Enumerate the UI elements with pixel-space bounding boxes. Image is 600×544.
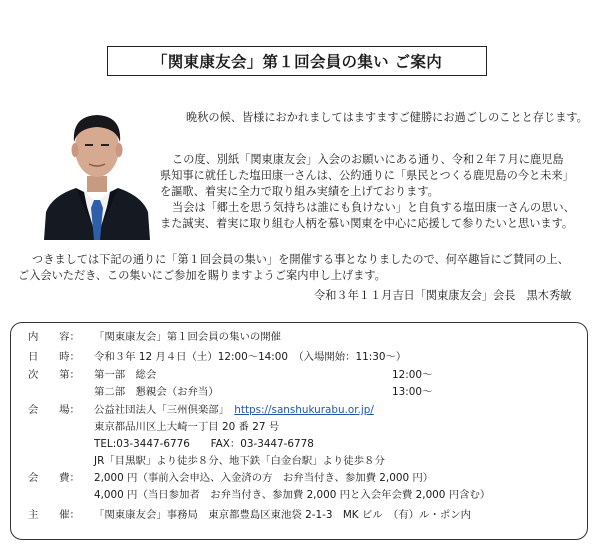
program-part1-time: 12:00～ (392, 369, 433, 381)
paragraph3-line1: つきましては下記の通りに「第１回会員の集い」を開催する事となりましたので、何卒趣旨にご賛同の上、 (32, 253, 569, 266)
portrait-photo (42, 100, 152, 240)
portrait-illustration (42, 100, 152, 240)
signature: 令和３年１１月吉日「関東康友会」会長 黒木秀敏 (314, 289, 572, 302)
detail-content-row (28, 330, 281, 344)
detail-fee-row (28, 471, 433, 485)
fee-label: 会 費： (28, 472, 80, 484)
fee-advance: 2,000 円（事前入会申込、入金済の方 お弁当付き、参加費 2,000 円） (94, 472, 434, 484)
venue-tel: TEL:03-3447-6776 (94, 438, 190, 450)
organizer-label: 主 催： (28, 509, 80, 521)
datetime-label: 日 時： (28, 351, 80, 363)
venue-link[interactable]: https://sanshukurabu.or.jp/ (234, 404, 374, 416)
paragraph1-line1: この度、別紙「関東康友会」入会のお願いにある通り、令和２年７月に鹿児島 (172, 153, 564, 166)
datetime-value: 令和３年 12 月４日（土）12:00～14:00 （入場開始：11:30～） (94, 351, 407, 363)
detail-organizer-row (28, 508, 471, 522)
paragraph1-line2: 県知事に就任した塩田康一さんは、公約通りに「県民とつくる鹿児島の今と未来」 (160, 169, 574, 182)
program-label: 次 第： (28, 369, 80, 381)
paragraph2-line2: また誠実、着実に取り組む人柄を慕い関東を中心に応援して参りたいと思います。 (160, 217, 574, 230)
paragraph2-line1: 当会は「郷土を思う気持ちは誰にも負けない」と自負する塩田康一さんの思い、 (172, 201, 575, 214)
program-part1: 第一部 総会 (94, 369, 157, 381)
detail-venue-row (28, 403, 374, 417)
page-title: 「関東康友会」第１回会員の集い ご案内 (107, 46, 487, 76)
venue-access: JR「目黒駅」より徒歩８分、地下鉄「白金台駅」より徒歩８分 (94, 455, 385, 467)
venue-fax: FAX：03-3447-6778 (210, 438, 314, 450)
organizer-value: 「関東康友会」事務局 東京都豊島区東池袋 2-1-3 MK ビル （有）ル・ポン内 (94, 509, 472, 521)
venue-name: 公益社団法人「三州倶楽部」 (94, 404, 224, 416)
program-part2: 第二部 懇親会（お弁当） (94, 386, 219, 398)
content-label: 内 容： (28, 331, 80, 343)
greeting-line: 晩秋の候、皆様におかれましてはますますご健勝にお過ごしのことと存じます。 (186, 111, 588, 124)
program-part2-time: 13:00～ (392, 386, 433, 398)
detail-program-row (28, 368, 156, 382)
venue-contact-row (94, 437, 314, 451)
venue-address: 東京都品川区上大崎一丁目 20 番 27 号 (94, 421, 280, 433)
paragraph3-line2: ご入会いただき、この集いにご参加を賜りますようご案内申し上げます。 (18, 269, 386, 282)
fee-onsite: 4,000 円（当日参加者 お弁当付き、参加費 2,000 円と入会年会費 2,000 円含む） (94, 489, 491, 501)
venue-label: 会 場： (28, 404, 80, 416)
content-value: 「関東康友会」第１回会員の集いの開催 (94, 331, 282, 343)
paragraph1-line3: を謳歌、着実に全力で取り組み実績を上げております。 (160, 185, 439, 198)
detail-datetime-row (28, 350, 406, 364)
